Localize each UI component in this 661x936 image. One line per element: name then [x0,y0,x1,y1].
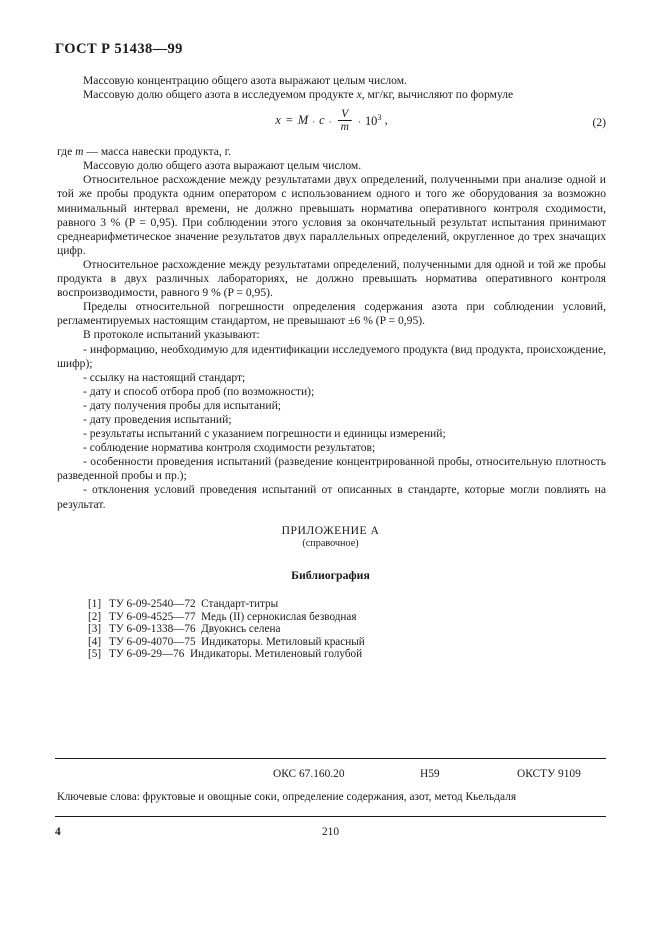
bibliography-entry [88,648,365,661]
oks-code: ОКС 67.160.20 [273,768,345,780]
formula-equals: = [285,113,293,128]
bibliography-entry-title: Медь (II) сернокислая безводная [201,610,357,623]
paragraph-reproducibility: Относительное расхождение между результатами определений, полученными для одной и той же пробы продукта в двух различных лабораториях, не должно превышать норматива оперативного контроля воспроизводимости, равного 9 % (P = 0,95). [57,257,606,300]
formula-factor-c: c [319,113,325,128]
okstu-code: ОКСТУ 9109 [517,768,581,780]
standard-code-header: ГОСТ Р 51438—99 [55,41,183,57]
formula-block [57,106,606,142]
bibliography-entry-code: ТУ 6-09-4070—75 [109,635,196,648]
bibliography-entry [88,598,365,611]
formula-lhs: x [275,113,281,128]
bibliography-entry-number: [5] [88,648,102,661]
fraction-denominator: m [338,120,352,133]
appendix-title: ПРИЛОЖЕНИЕ А [281,524,380,537]
bibliography-entry-code: ТУ 6-09-2540—72 [109,598,196,610]
formula-dot-3: · [357,116,361,127]
bibliography-entry-title: Индикаторы. Метиленовый голубой [189,648,363,661]
list-item: - дату и способ отбора проб (по возможности); [83,384,315,398]
document-body [57,74,606,512]
paragraph-error-limits: Пределы относительной погрешности определения содержания азота при соблюдении условий, регламентируемых настоящим стандартом, не превышают ±6 % (P = 0,95). [57,300,606,328]
bibliography-heading: Библиография [291,568,370,582]
keywords-line: Ключевые слова: фруктовые и овощные соки, определение содержания, азот, метод Кьельдаля [57,791,517,803]
bibliography-entry [88,611,365,624]
paragraph-where-definition [57,145,606,159]
formula-dot-1: · [312,116,316,127]
text-before-variable: Массовую долю общего азота в исследуемом продукте [83,88,357,102]
page-number-center: 210 [321,826,340,838]
paragraph-mass-fraction-intro [57,88,606,102]
bibliography-entry-code: ТУ 6-09-4525—77 [109,610,196,623]
formula-factor-M: M [297,113,309,128]
formula-power [365,112,382,129]
where-prefix: где [57,145,76,159]
bibliography-entry-title: Индикаторы. Метиловый красный [201,635,365,648]
appendix-header [0,524,661,549]
bibliography-entry-number: [3] [88,623,102,636]
page-number-left: 4 [55,826,61,838]
variable-x: x [356,88,362,102]
list-item: - информацию, необходимую для идентификации исследуемого продукта (вид продукта, происхождение, шифр); [57,342,606,370]
variable-m: m [75,145,84,159]
power-exponent: 3 [377,112,382,123]
fraction-numerator: V [341,108,349,121]
text-after-variable: , мг/кг, вычисляют по формуле [361,88,514,102]
bibliography-entry-code: ТУ 6-09-1338—76 [109,623,196,636]
list-item: - результаты испытаний с указанием погрешности и единицы измерений; [83,427,446,441]
formula-number: (2) [592,116,606,130]
formula-dot-2: · [328,116,332,127]
bibliography-entry [88,636,365,649]
list-item: - дату получения пробы для испытаний; [83,398,281,412]
bibliography-entry-code: ТУ 6-09-29—76 [109,648,185,661]
list-item: - особенности проведения испытаний (разведение концентрированной пробы, относительную плотность разведенной пробы и пр.); [57,455,606,483]
formula-expression [275,108,387,133]
bibliography-entry [88,623,365,636]
list-item: - соблюдение норматива контроля сходимости результатов; [83,441,376,455]
where-rest: — масса навески продукта, г. [83,145,231,159]
bibliography-entry-number: [4] [88,635,102,648]
formula-trailing-comma: , [384,113,388,128]
paragraph-mass-fraction-integer: Массовую долю общего азота выражают целым числом. [83,159,362,173]
bibliography-entry-title: Двуокись селена [201,623,281,636]
footer-rule-top [55,758,606,759]
paragraph-repeatability: Относительное расхождение между результатами двух определений, полученными при анализе одной и той же пробы продукта одним оператором с использованием одного и того же оборудования за возможно минимальный интервал времени, не должно превышать норматива оперативного контроля сходимости, равного 3 % (P = 0,95). При соблюдении этого условия за окончательный результат испытания принимают среднеарифметическое значение результатов двух параллельных определений, округленное до трех значащих цифр. [57,173,606,257]
list-item: - отклонения условий проведения испытаний от описанных в стандарте, которые могли повлиять на результат. [57,483,606,511]
paragraph-protocol-intro: В протоколе испытаний указывают: [83,328,260,342]
bibliography-entry-title: Стандарт-титры [201,598,279,610]
footer-rule-bottom [55,816,606,817]
h-code: Н59 [420,768,440,780]
appendix-subtitle: (справочное) [302,538,359,549]
power-base: 10 [364,114,378,129]
formula-fraction-V-over-m [338,108,352,133]
bibliography-list [88,598,365,661]
paragraph-mass-concentration: Массовую концентрацию общего азота выражают целым числом. [83,74,407,87]
list-item: - ссылку на настоящий стандарт; [83,370,246,384]
bibliography-entry-number: [1] [88,598,102,610]
list-item: - дату проведения испытаний; [83,412,232,426]
bibliography-entry-number: [2] [88,610,102,623]
